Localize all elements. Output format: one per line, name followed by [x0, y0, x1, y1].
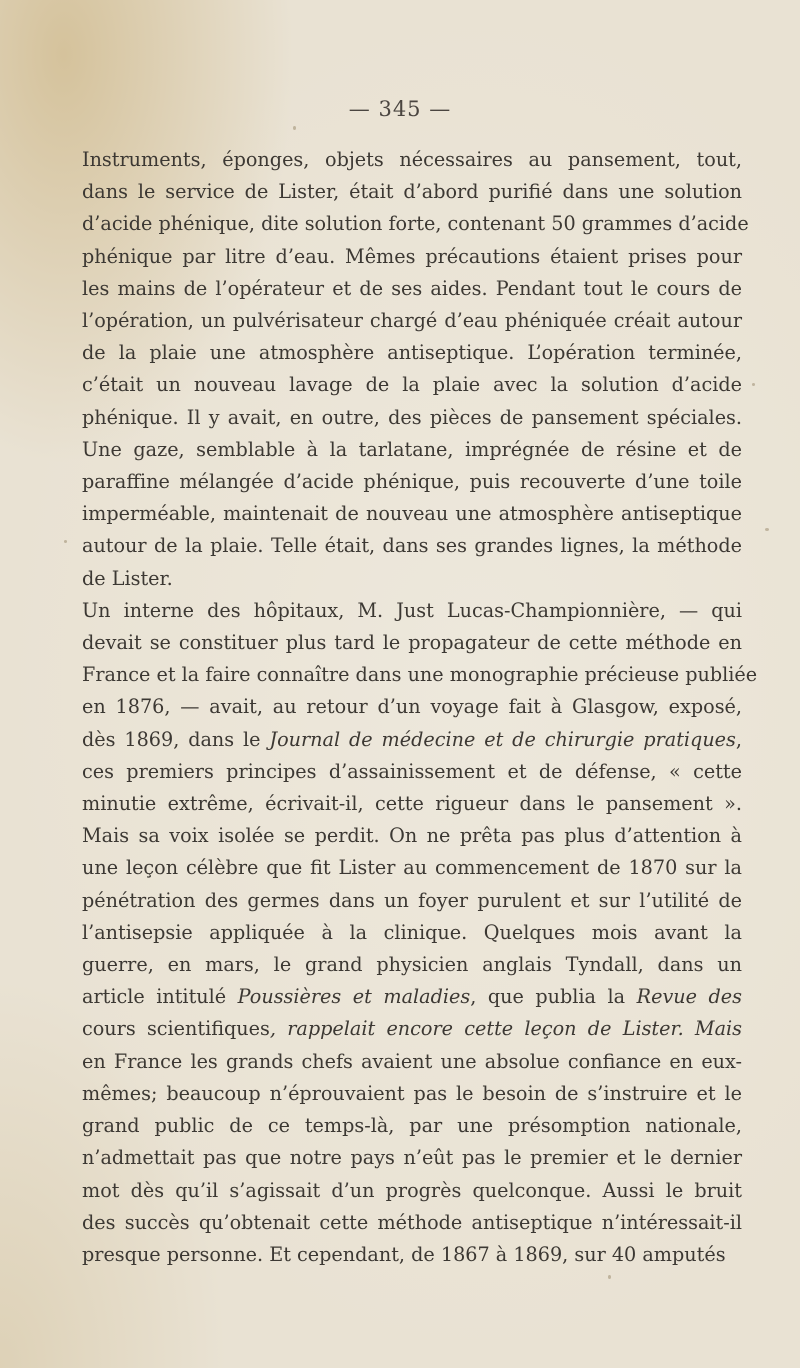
text-line: Un interne des hôpitaux, M. Just Lucas-Championnière, — qui [82, 598, 742, 622]
ink-speck [64, 540, 67, 543]
text-line: l’opération, un pulvérisateur chargé d’eau phéniquée créait autour [82, 309, 742, 333]
text-line: de Lister. [82, 566, 173, 590]
text-line: mêmes; beaucoup n’éprouvaient pas le besoin de s’instruire et le [82, 1081, 742, 1105]
text-line: autour de la plaie. Telle était, dans ses grandes lignes, la méthode [82, 534, 742, 558]
text-line: presque personne. Et cependant, de 1867 à 1869, sur 40 amputés [82, 1242, 726, 1266]
text-line: phénique par litre d’eau. Mêmes précautions étaient prises pour [82, 244, 742, 268]
text-line: n’admettait pas que notre pays n’eût pas le premier et le dernier [82, 1146, 742, 1170]
text-line: pénétration des germes dans un foyer purulent et sur l’utilité de [82, 888, 742, 912]
text-line: dans le service de Lister, était d’abord purifié dans une solution [82, 180, 742, 204]
text-line: les mains de l’opérateur et de ses aides. Pendant tout le cours de [82, 276, 742, 300]
text-line: minutie extrême, écrivait-il, cette rigueur dans le pansement ». [82, 792, 742, 816]
paragraph-2 [82, 595, 758, 1271]
text-line: Mais sa voix isolée se perdit. On ne prêta pas plus d’attention à [82, 824, 742, 848]
ink-speck [752, 383, 755, 386]
text-line: devait se constituer plus tard le propagateur de cette méthode en [82, 631, 742, 655]
paragraph-1 [82, 144, 749, 595]
text-line: mot dès qu’il s’agissait d’un progrès quelconque. Aussi le bruit [82, 1178, 742, 1202]
text-line: ces premiers principes d’assainissement et de défense, « cette [82, 759, 742, 783]
ink-speck [765, 528, 769, 531]
text-line: c’était un nouveau lavage de la plaie avec la solution d’acide [82, 373, 742, 397]
ink-speck [293, 126, 296, 130]
text-line: imperméable, maintenait de nouveau une atmosphère antiseptique [82, 502, 742, 526]
text-line: d’acide phénique, dite solution forte, contenant 50 grammes d’acide [82, 212, 749, 236]
text-line: en 1876, — avait, au retour d’un voyage fait à Glasgow, exposé, [82, 695, 742, 719]
ink-speck [608, 1275, 611, 1279]
text-line: Instruments, éponges, objets nécessaires au pansement, tout, [82, 148, 742, 171]
text-line: de la plaie une atmosphère antiseptique. L’opération terminée, [82, 341, 742, 365]
text-line: phénique. Il y avait, en outre, des pièces de pansement spéciales. [82, 405, 742, 429]
text-line: une leçon célèbre que fit Lister au commencement de 1870 sur la [82, 856, 742, 880]
text-line: guerre, en mars, le grand physicien anglais Tyndall, dans un [82, 953, 742, 977]
text-line: Une gaze, semblable à la tarlatane, imprégnée de résine et de [82, 437, 742, 461]
text-line: l’antisepsie appliquée à la clinique. Quelques mois avant la [82, 920, 742, 944]
text-line: article intitulé Poussières et maladies, que publia la Revue des [82, 985, 743, 1009]
text-line: paraffine mélangée d’acide phénique, puis recouverte d’une toile [82, 470, 742, 494]
text-line: France et la faire connaître dans une monographie précieuse publiée [82, 663, 758, 687]
text-line: dès 1869, dans le Journal de médecine et de chirurgie pratiques, [82, 727, 742, 751]
page-number-header: — 345 — [348, 97, 452, 121]
text-line: en France les grands chefs avaient une absolue confiance en eux- [82, 1049, 742, 1073]
body-text [82, 144, 758, 1271]
text-line: grand public de ce temps-là, par une présomption nationale, [82, 1114, 742, 1138]
text-line: des succès qu’obtenait cette méthode antiseptique n’intéressait-il [82, 1210, 742, 1234]
text-line: cours scientifiques, rappelait encore cette leçon de Lister. Mais [82, 1017, 742, 1041]
